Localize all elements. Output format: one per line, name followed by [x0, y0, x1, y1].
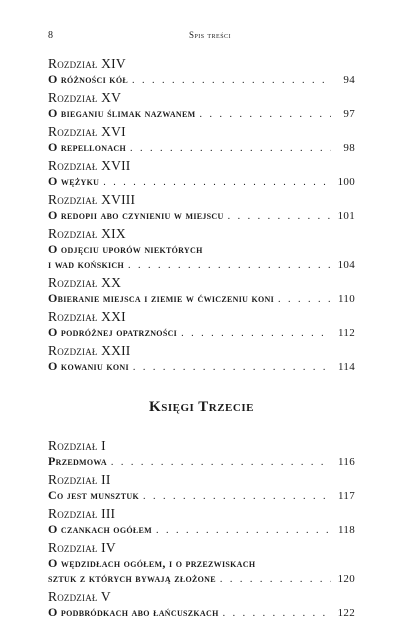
toc-title-line[interactable]: [48, 605, 355, 621]
dot-leader: [181, 326, 331, 341]
chapter-title: Przedmowa: [48, 454, 107, 468]
chapter-label: Rozdział III: [48, 506, 116, 521]
chapter-label: Rozdział XXI: [48, 309, 126, 324]
dot-leader: [156, 523, 331, 538]
page-ref: 118: [338, 524, 355, 536]
dot-leader: [111, 455, 331, 470]
dot-leader: [228, 209, 331, 224]
page-ref: 110: [338, 293, 355, 305]
section-heading: Księgi Trzecie: [149, 399, 254, 415]
toc-title-line[interactable]: [48, 325, 355, 341]
chapter-title: O podbródkach abo łańcuszkach: [48, 605, 219, 619]
chapter-label: Rozdział II: [48, 472, 111, 487]
page-number: 8: [48, 30, 53, 41]
chapter-label: Rozdział I: [48, 438, 106, 453]
toc-title-line[interactable]: [48, 291, 355, 307]
toc-entry: [48, 226, 355, 273]
chapter-label: Rozdział XX: [48, 275, 122, 290]
toc-entry: [48, 540, 355, 587]
page-ref: 101: [337, 210, 355, 222]
page-ref: 117: [338, 490, 355, 502]
toc-title-line[interactable]: [48, 522, 355, 538]
dot-leader: [278, 292, 331, 307]
page-ref: 104: [337, 259, 355, 271]
running-title: Spis treści: [188, 30, 232, 40]
toc-title-line[interactable]: [48, 571, 355, 587]
chapter-label: Rozdział XVI: [48, 124, 126, 139]
page-ref: 100: [337, 176, 355, 188]
toc-entry: [48, 343, 355, 375]
chapter-label: Rozdział XVIII: [48, 192, 136, 207]
page-ref: 122: [337, 607, 355, 619]
toc-entry: [48, 589, 355, 621]
toc-title-line[interactable]: [48, 488, 355, 504]
chapter-title: O wężyku: [48, 174, 100, 188]
chapter-label: Rozdział XV: [48, 90, 122, 105]
toc-title-line[interactable]: [48, 106, 355, 122]
chapter-title: O repellonach: [48, 140, 127, 154]
page-ref: 114: [338, 361, 355, 373]
chapter-title: i wad końskich: [48, 257, 124, 271]
dot-leader: [220, 572, 331, 587]
chapter-label: Rozdział XIV: [48, 56, 126, 71]
dot-leader: [199, 107, 331, 122]
page-ref: 97: [343, 108, 355, 120]
chapter-title: O różności kół: [48, 72, 128, 86]
chapter-title-line1[interactable]: O odjęciu uporów niektórych: [48, 242, 203, 256]
toc-title-line[interactable]: [48, 454, 355, 470]
chapter-label: Rozdział XXII: [48, 343, 131, 358]
chapter-label: Rozdział IV: [48, 540, 116, 555]
toc-entry: [48, 506, 355, 538]
toc-entry: [48, 472, 355, 504]
toc-entry: [48, 56, 355, 88]
chapter-title: O bieganiu ślimak nazwanem: [48, 106, 196, 120]
dot-leader: [143, 489, 331, 504]
table-of-contents: [48, 56, 355, 623]
toc-entry: [48, 124, 355, 156]
chapter-title: Co jest munsztuk: [48, 488, 140, 502]
chapter-title: O czankach ogółem: [48, 522, 152, 536]
toc-title-line[interactable]: [48, 140, 355, 156]
dot-leader: [130, 141, 331, 156]
chapter-title: sztuk z których bywają złożone: [48, 571, 216, 585]
toc-title-line[interactable]: [48, 257, 355, 273]
chapter-label: Rozdział XIX: [48, 226, 126, 241]
toc-entry: [48, 158, 355, 190]
dot-leader: [223, 606, 331, 621]
toc-entry: [48, 192, 355, 224]
toc-title-line[interactable]: [48, 208, 355, 224]
page-ref: 98: [343, 142, 355, 154]
toc-title-line[interactable]: [48, 359, 355, 375]
page-ref: 120: [337, 573, 355, 585]
toc-entry: [48, 309, 355, 341]
chapter-title: O podróżnej opatrzności: [48, 325, 178, 339]
chapter-title: Obieranie miejsca i ziemie w ćwiczeniu koni: [48, 291, 275, 305]
page-ref: 94: [343, 74, 355, 86]
dot-leader: [103, 175, 331, 190]
chapter-title: O kowaniu koni: [48, 359, 129, 373]
toc-entry: [48, 438, 355, 470]
page-ref: 116: [338, 456, 355, 468]
dot-leader: [128, 258, 331, 273]
page-ref: 112: [338, 327, 355, 339]
chapter-title: O redopii abo czynieniu w miejscu: [48, 208, 224, 222]
chapter-title-line1[interactable]: O wędzidłach ogółem, i o przezwiskach: [48, 556, 256, 570]
dot-leader: [132, 73, 331, 88]
chapter-label: Rozdział V: [48, 589, 111, 604]
toc-title-line[interactable]: [48, 72, 355, 88]
chapter-label: Rozdział XVII: [48, 158, 131, 173]
toc-entry: [48, 275, 355, 307]
toc-entry: [48, 90, 355, 122]
dot-leader: [133, 360, 331, 375]
toc-title-line[interactable]: [48, 174, 355, 190]
